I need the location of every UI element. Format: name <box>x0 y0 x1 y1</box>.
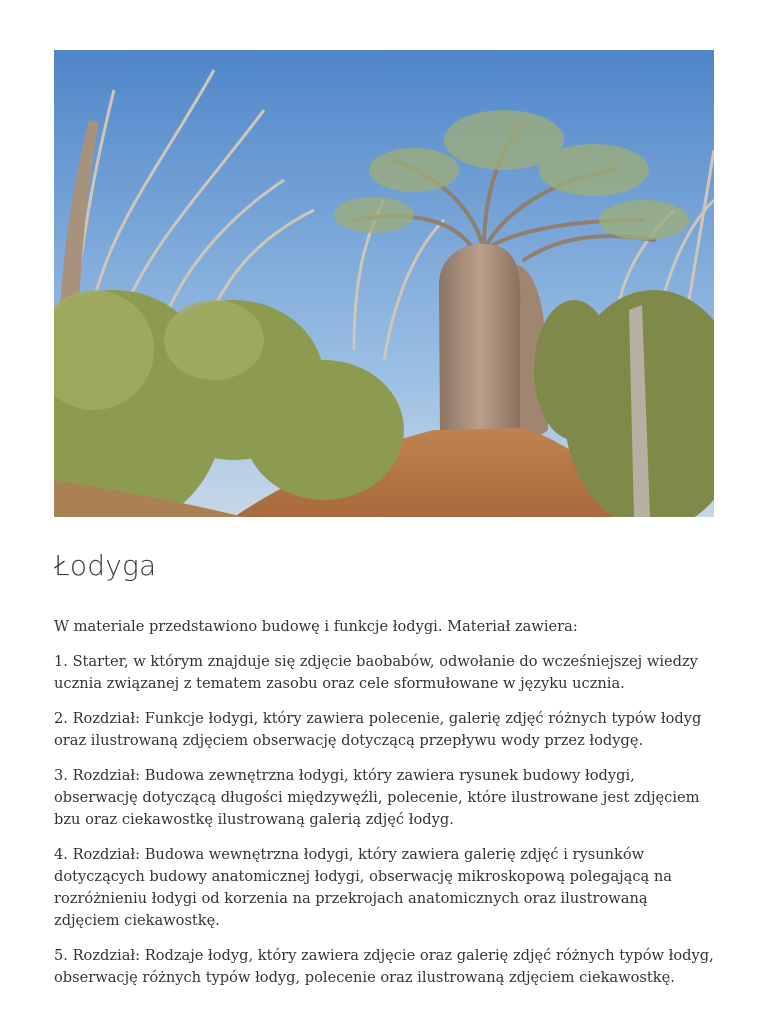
intro-paragraph: W materiale przedstawiono budowę i funkcje łodygi. Materiał zawiera: <box>54 618 578 635</box>
page-title: Łodyga <box>54 549 157 582</box>
list-item: 2. Rozdział: Funkcje łodygi, który zawiera polecenie, galerię zdjęć różnych typów łodyg oraz ilustrowaną zdjęciem obserwację dotyczącą przepływu wody przez łodygę. <box>54 710 702 749</box>
list-item: 4. Rozdział: Budowa wewnętrzna łodygi, który zawiera galerię zdjęć i rysunków dotyczących budowy anatomicznej łodygi, obserwację mikroskopową polegającą na rozróżnieniu łodygi od korzenia na przekrojach anatomicznych oraz ilustrowaną zdjęciem ciekawostkę. <box>54 846 672 929</box>
list-item: 3. Rozdział: Budowa zewnętrzna łodygi, który zawiera rysunek budowy łodygi, obserwację dotyczącą długości międzywęźli, polecenie, które ilustrowane jest zdjęciem bzu oraz ciekawostkę ilustrowaną galerią zdjęć łodyg. <box>54 767 700 828</box>
list-item: 5. Rozdział: Rodzaje łodyg, który zawiera zdjęcie oraz galerię zdjęć różnych typów łodyg, obserwację różnych typów łodyg, polecenie oraz ilustrowaną zdjęciem ciekawostkę. <box>54 947 714 986</box>
baobab-trunk-main <box>439 244 520 443</box>
baobab-photo <box>54 50 714 517</box>
description <box>54 616 716 1002</box>
list-item: 1. Starter, w którym znajduje się zdjęcie baobabów, odwołanie do wcześniejszej wiedzy ucznia związanej z tematem zasobu oraz cele sformułowane w języku ucznia. <box>54 653 698 692</box>
baobab-illustration <box>54 50 714 517</box>
